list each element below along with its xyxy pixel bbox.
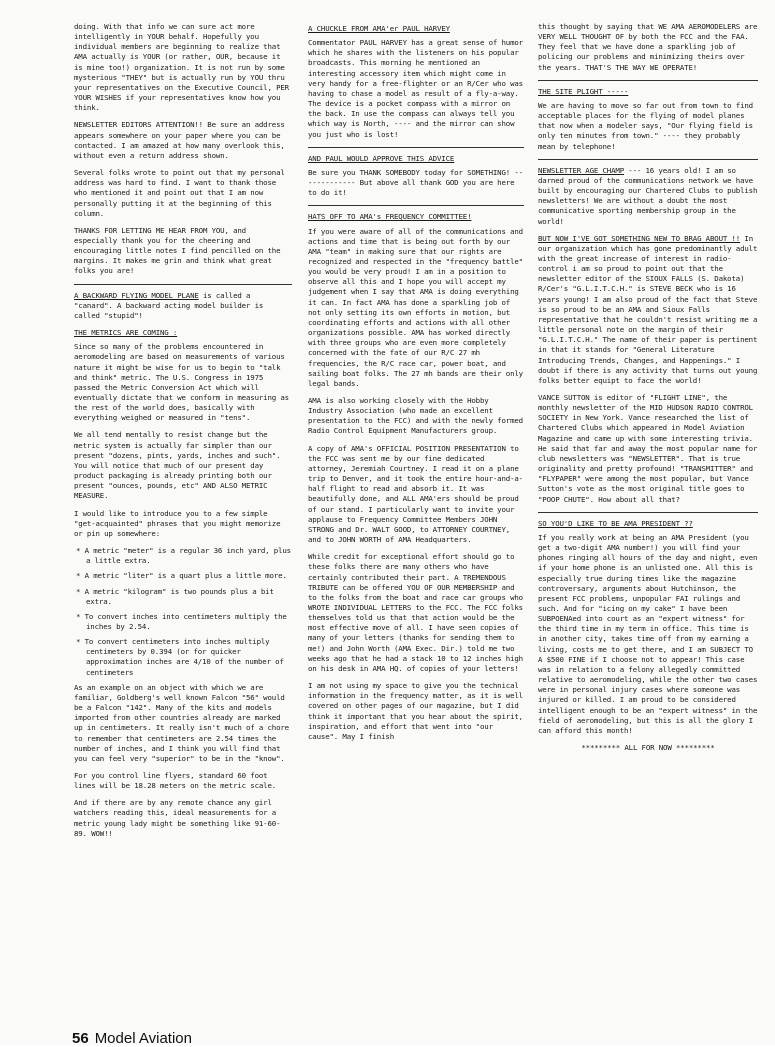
metric-bullet: * To convert centimeters into inches multiply centimeters by 0.394 (or for quicker approximation inches are 4/10 of the number of centimeters — [76, 637, 284, 677]
age-text: --- 16 years old! I am so darned proud of the communications network we have built by encouraging our Chartered Clubs to publish newsletters! We are without a doubt the most communicative sporting membership group in the world! — [538, 165, 758, 226]
paragraph-president: If you really work at being an AMA President (you get a two-digit AMA number!) you will find your phones ringing all hours of the day and night, even if your home phone is an unlisted one. All this is especially true during times like the magazine controversary, arguments about Hutchinson, the present FCC problems, unpopular FAI rulings and such. And for "icing on my cake" I have been SUBPOENAed into court as an "expert witness" for the third time in my term in office. This time is in another city, takes time off from my earning a living, costs me to get there, and I am SUBJECT TO A $500 FINE if I choose not to appear! This case was in relation to a felony allegedly committed relative to aeromodeling, while the other two cases were in personal injury cases where someone was injured or killed. I am proud to be considered intelligent enough to be an "expert witness" in the field of aeromodeling, but this is all the glory I can afford this month! — [538, 532, 758, 735]
paragraph-hats-4: While credit for exceptional effort should go to these folks there are many others who have certainly contributed their part. A TREMENDOUS TRIBUTE can be offered YOU OF OUR MEMBERSHIP and to the folks from the boat and race car groups who WROTE INDIVIDUAL LETTERS to the FCC. The FCC folks themselves told us that that action would be the most effective move of all. I have seen copies of many of your letters (thanks for sending them to me!) and John Worth (AMA Exec. Dir.) told me two weeks ago that he had a stack 10 to 12 inches high on his desk in AMA HQ. of copies of your letters! — [308, 552, 523, 673]
metrics-heading: THE METRICS ARE COMING : — [74, 328, 178, 338]
paragraph-metric-1: Since so many of the problems encountered in aeromodeling are based on measurements of various nature it might be wise for us to begin to "talk and think" metric. The U.S. Congress in 1975 passed the Metric Conversion Act which will eventually dictate that we conform in measuring as the rest of the world does, basically with everything weighed or measured in "tens". — [74, 342, 289, 423]
paragraph-approve: Be sure you THANK SOMEBODY today for SOMETHING! ------------- But above all thank GOD you are here to do it! — [308, 167, 523, 198]
paragraph-metric-3: I would like to introduce you to a few simple "get-acquainted" phrases that you might memorize or pin up somewhere: — [74, 508, 281, 538]
divider — [308, 147, 524, 148]
metric-bullet: * A metric "meter" is a regular 36 inch yard, plus a little extra. — [76, 546, 291, 566]
paragraph-hats-5: I am not using my space to give you the technical information in the frequency matter, as it is well covered on other pages of our magazine, but I did think it important that you hear about the spirit, inspiration, and effort that went into "our cause". May I finish — [308, 681, 523, 741]
all-for-now: ********* ALL FOR NOW ********* — [581, 743, 715, 752]
paragraph-metric-4: As an example on an object with which we are familiar, Goldberg's well known Falcon "56" would be a Falcon "142". Many of the kits and models imported from other countries already are marked up in centimeters. It really isn't much of a chore to remember that centimeters are 2.54 times the number of inches, and I think you will find that you can feel very "superior" to be in the "know". — [74, 682, 289, 763]
backward-heading: A BACKWARD FLYING MODEL PLANE — [74, 290, 199, 300]
paragraph-metric-6: And if there are by any remote chance any girl watchers reading this, ideal measurements for a metric young lady might be something like 91-60-89. WOW!! — [74, 798, 281, 838]
paragraph-metric-5: For you control line flyers, standard 60 foot lines will be 18.28 meters on the metric scale. — [74, 771, 277, 791]
metric-bullet: * A metric "liter" is a quart plus a little more. — [76, 571, 287, 581]
divider — [74, 284, 292, 285]
paragraph-age-champ — [538, 166, 758, 227]
hats-heading: HATS OFF TO AMA's FREQUENCY COMMITTEE! — [308, 212, 472, 222]
paragraph-vance: VANCE SUTTON is editor of "FLIGHT LINE", the monthly newsletter of the MID HUDSON RADIO CONTROL SOCIETY in New York. Vance researched the list of Chartered Clubs which appeared in Model Aviation Magazine and came up with some interesting trivia. He said that far and away the most popular name for club newsletters was "NEWSLETTER". That is true originality and pretty profound! "TRANSMITTER" and "FLYPAPER" were among the most popular, but Vance Sutton's vote as the most original title goes to "POOP CHUTE". How about all that? — [538, 393, 758, 504]
backward-text: is called a "canard". A backward acting model builder is called "stupid"! — [74, 290, 264, 320]
column-left — [74, 22, 292, 846]
divider — [538, 159, 758, 160]
paragraph-site: We are having to move so far out from town to find acceptable places for the flying of model planes that now when a modeler says, "Our flying field is only ten minutes from town." ---- they probably mean by telephone! — [538, 100, 753, 151]
metric-bullet: * To convert inches into centimeters multiply the inches by 2.54. — [76, 611, 287, 631]
metric-bullet: * A metric "kilogram" is two pounds plus a bit extra. — [76, 586, 274, 606]
paragraph-operate: this thought by saying that WE AMA AEROMODELERS are VERY WELL THOUGHT OF by both the FCC and the FAA. They feel that we have done a sparkling job of policing our problems and minimizing theirs over the years. THAT'S THE WAY WE OPERATE! — [538, 22, 758, 72]
president-heading: SO YOU'D LIKE TO BE AMA PRESIDENT ?? — [538, 518, 693, 528]
column-right — [538, 22, 758, 760]
paragraph-newsletter-editors: NEWSLETTER EDITORS ATTENTION!! Be sure an address appears somewhere on your paper where you can be contacted. I am amazed at how many overlook this, without even a return address shown. — [74, 120, 285, 160]
paragraph-thanks: THANKS FOR LETTING ME HEAR FROM YOU, and especially thank you for the cheering and encouraging little notes I find pencilled on the margins. It makes me grin and think what great folks you are! — [74, 225, 281, 276]
paragraph-brag — [538, 234, 758, 386]
age-heading: NEWSLETTER AGE CHAMP — [538, 165, 624, 175]
brag-heading: BUT NOW I'VE GOT SOMETHING NEW TO BRAG ABOUT !! — [538, 233, 741, 243]
paragraph-chuckle: Commentator PAUL HARVEY has a great sense of humor which he shares with the listeners on his popular broadcasts. This morning he mentioned an interesting accessory item which might come in very handy for a free-flighter or an R/Cer who was having to chase a model as result of a fly-a-way. The device is a pocket compass with a mirror on the back. In use the compass can always tell you which way is North, ---- and the mirror can show you just who is lost! — [308, 38, 523, 139]
magazine-title: Model Aviation — [94, 1030, 192, 1047]
chuckle-heading: A CHUCKLE FROM AMA'er PAUL HARVEY — [308, 24, 450, 33]
divider — [538, 512, 758, 513]
paragraph-backward — [74, 291, 292, 321]
divider — [538, 80, 758, 81]
paragraph-hats-3: A copy of AMA's OFFICIAL POSITION PRESENTATION to the FCC was sent me by our fine dedicated attorney, Jeremiah Courtney. I read it on a plane trip to Denver, and it took the entire hour-and-a-half flight to read and absorb it. It was beautifully done, and ALL AMA'ers should be proud of our stand. I particularly want to invite your applause to Frequency Committee Members JOHN STRONG and Dr. WALT GOOD, to ATTORNEY COURTNEY, and to JOHN WORTH of AMA Headquarters. — [308, 443, 523, 545]
brag-text: In our organization which has gone predominantly adult with the great increase of interest in radio-control i am so proud to point out that the newsletter editor of the SIOUX FALLS (S. Dakota) R/Cer's "G.L.I.T.C.H." is STEVE BECK who is 16 years young! I am also proud of the fact that Steve is so proud to be an AMA and Sioux Falls representative that he couldn't resist writing me a little personal note on the margin of their "G.L.I.T.C.H." The name of their paper is pertinent in that it stands for "General Literature Introducing Trends, Changes, and Happenings." I doubt if there is any activity that turns out young folks better equipt to face the world! — [538, 233, 758, 385]
divider — [308, 205, 524, 206]
paragraph-behalf: doing. With that info we can sure act more intelligently in YOUR behalf. Hopefully you individual members are beginning to realize that AMA actually is YOUR (or rather, OUR, because it is mine too!) organization. It is not run by some mysterious "THEY" but is actually run by YOU thru your representatives on the Executive Council, PER YOUR WISHES if your representatives know how you think. — [74, 22, 289, 113]
paragraph-hats-2: AMA is also working closely with the Hobby Industry Association (who made an excellent presentation to the FCC) and with the newly formed Radio Control Equipment Manufacturers group. — [308, 396, 523, 436]
page-number: 56 — [72, 1030, 89, 1047]
paragraph-hats-1: If you were aware of all of the communications and actions and time that is being out forth by our AMA "team" in making sure that our rights are recognized and respected in the "frequency battle" you would be very proud! I am in a position to observe all this and I hope you will accept my judgement when I say that AMA is doing everything it can. In fact AMA has done a sparkling job of not only setting its own efforts in motion, but coordinating efforts and actions with all other organizations possible. AMA has worked directly with three groups who are even more completely concerned with the fate of our R/C 27 mh frequencies, the R/C race car, power boat, and sailing boat folks. The 27 mh bands are their only legal bands. — [308, 226, 523, 388]
paragraph-address: Several folks wrote to point out that my personal address was hard to find. I want to thank those who mentioned it and point out that I am now personally putting it at the beginning of this column. — [74, 168, 285, 218]
column-middle — [308, 22, 524, 749]
approve-heading: AND PAUL WOULD APPROVE THIS ADVICE — [308, 153, 455, 163]
site-heading: THE SITE PLIGHT ----- — [538, 86, 629, 96]
paragraph-metric-2: We all tend mentally to resist change but the metric system is actually far simpler than our present "dozens, pints, yards, inches and such". You will notice that much of our present day product packaging is already printing both our present "ounces, pounds, etc" AND ALSO METRIC MEASURE. — [74, 430, 281, 501]
